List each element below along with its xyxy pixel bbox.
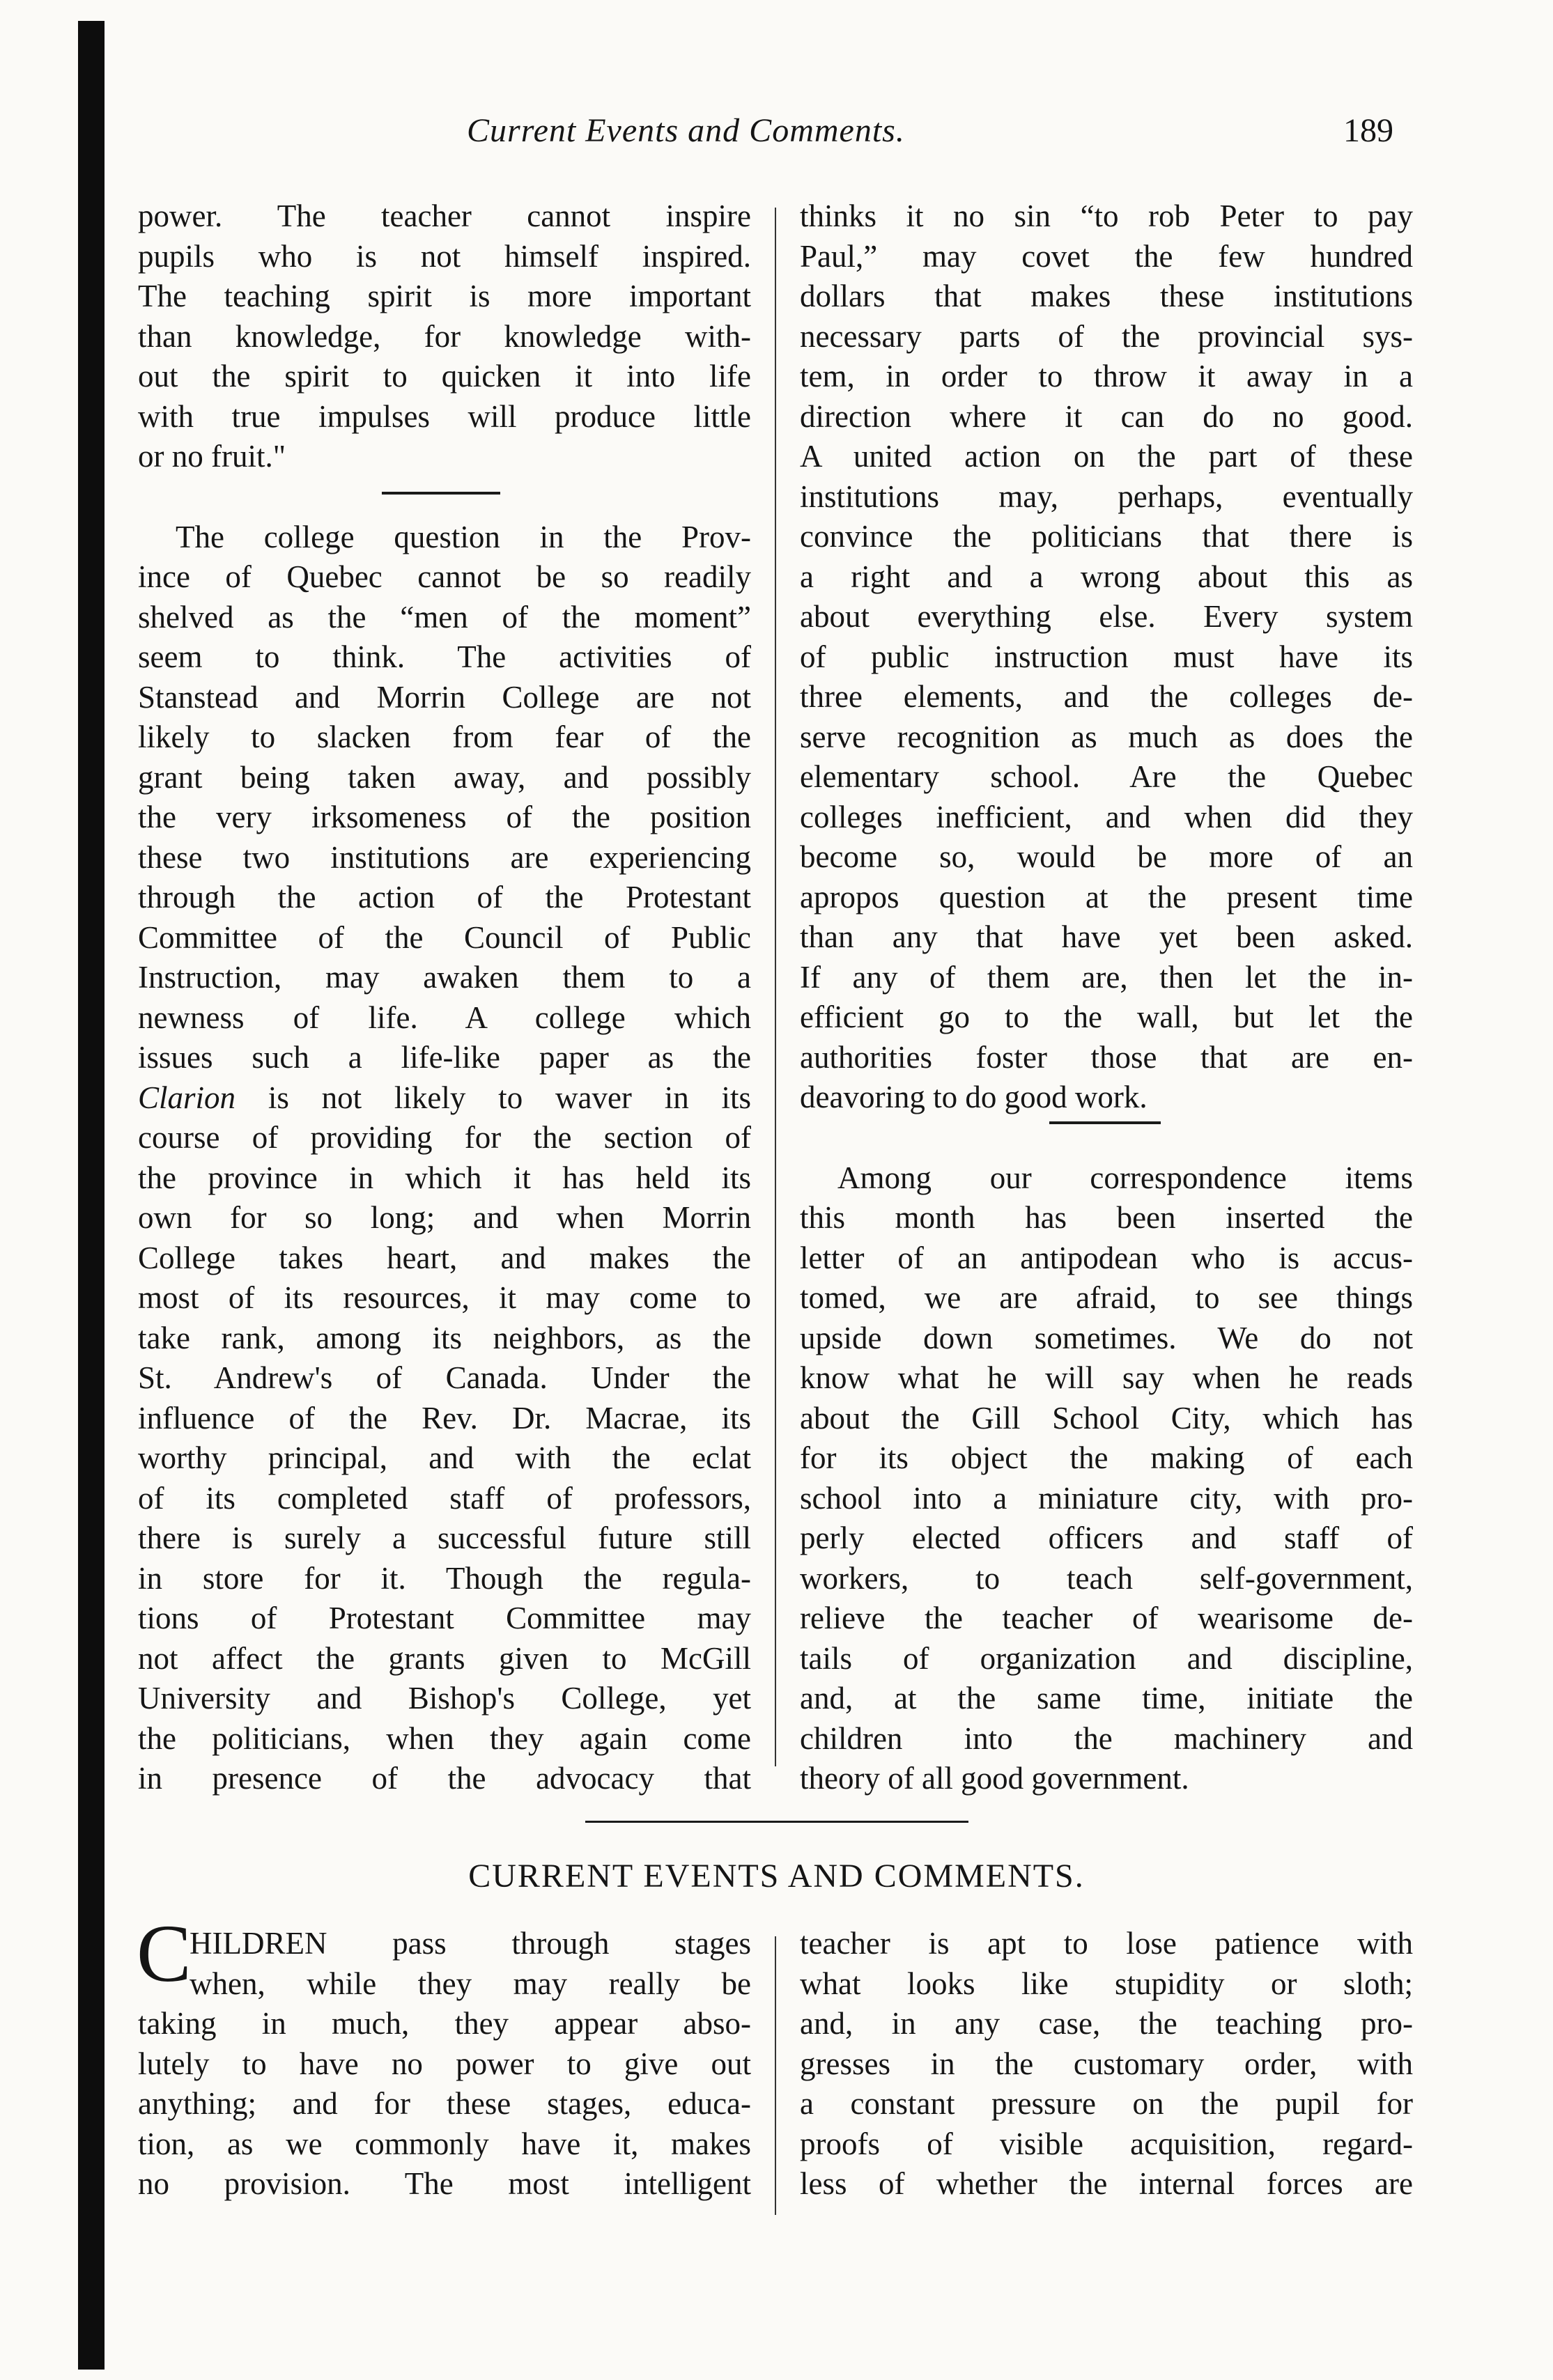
text-line: and, at the same time, initiate the xyxy=(800,1681,1413,1716)
drop-cap: C xyxy=(137,1908,192,1999)
text-line: no provision. The most intelligent xyxy=(138,2166,751,2201)
text-line: A united action on the part of these xyxy=(800,439,1413,474)
running-title: Current Events and Comments. xyxy=(467,112,905,149)
text-line: lutely to have no power to give out xyxy=(138,2046,751,2081)
text-line: not affect the grants given to McGill xyxy=(138,1640,751,1676)
text-line: less of whether the internal forces are xyxy=(800,2166,1413,2201)
text-line: there is surely a successful future still xyxy=(138,1520,751,1555)
text-line: St. Andrew's of Canada. Under the xyxy=(138,1360,751,1395)
text-line: colleges inefficient, and when did they xyxy=(800,799,1413,834)
paragraph-separator-rule xyxy=(1049,1121,1161,1124)
text-line: three elements, and the colleges de- xyxy=(800,679,1413,714)
text-line: out the spirit to quicken it into life xyxy=(138,359,751,394)
upper-right-column xyxy=(800,196,1413,1799)
text-line: dollars that makes these institutions xyxy=(800,279,1413,313)
text-line: anything; and for these stages, educa- xyxy=(138,2086,751,2121)
text-line: serve recognition as much as does the xyxy=(800,719,1413,754)
text-line: letter of an antipodean who is accus- xyxy=(800,1240,1413,1275)
paragraph xyxy=(800,1158,1413,1799)
text-line: the very irksomeness of the position xyxy=(138,800,751,834)
lower-left-column xyxy=(138,1924,751,2204)
text-line: HILDREN pass through stages xyxy=(190,1926,751,1961)
text-line: know what he will say when he reads xyxy=(800,1360,1413,1395)
text-line: taking in much, they appear abso- xyxy=(138,2006,751,2041)
text-line: of its completed staff of professors, xyxy=(138,1480,751,1516)
text-line: most of its resources, it may come to xyxy=(138,1280,751,1315)
text-line: necessary parts of the provincial sys- xyxy=(800,318,1413,354)
text-line: ince of Quebec cannot be so readily xyxy=(138,559,751,594)
text-line: grant being taken away, and possibly xyxy=(138,759,751,795)
text-line: Clarion is not likely to waver in its xyxy=(138,1080,751,1115)
paragraph xyxy=(800,196,1413,1118)
text-line: Stanstead and Morrin College are not xyxy=(138,679,751,715)
column-divider xyxy=(775,208,776,1766)
text-line: and, in any case, the teaching pro- xyxy=(800,2006,1413,2041)
paragraph xyxy=(138,196,751,477)
text-line: power. The teacher cannot inspire xyxy=(138,199,751,233)
text-line: issues such a life-like paper as the xyxy=(138,1040,751,1075)
text-line: of public instruction must have its xyxy=(800,639,1413,674)
text-line: than any that have yet been asked. xyxy=(800,919,1413,954)
text-line: apropos question at the present time xyxy=(800,879,1413,915)
section-rule xyxy=(585,1821,968,1823)
text-line: the politicians, when they again come xyxy=(138,1720,751,1756)
text-line: efficient go to the wall, but let the xyxy=(800,1000,1413,1034)
text-line: with true impulses will produce little xyxy=(138,398,751,434)
text-line: newness of life. A college which xyxy=(138,1000,751,1035)
text-line: what looks like stupidity or sloth; xyxy=(800,1966,1413,2001)
text-line: tions of Protestant Committee may xyxy=(138,1601,751,1635)
text-line: in store for it. Though the regula- xyxy=(138,1560,751,1596)
text-line: The teaching spirit is more important xyxy=(138,279,751,313)
paragraph xyxy=(138,518,751,1799)
text-line: institutions may, perhaps, eventually xyxy=(800,479,1413,514)
page-number: 189 xyxy=(1343,112,1393,149)
text-line: when, while they may really be xyxy=(190,1966,751,2001)
text-line: authorities foster those that are en- xyxy=(800,1039,1413,1075)
text-line: or no fruit." xyxy=(138,439,286,474)
text-line: thinks it no sin “to rob Peter to pay xyxy=(800,199,1413,233)
text-line: theory of all good government. xyxy=(800,1761,1189,1796)
text-line: worthy principal, and with the eclat xyxy=(138,1440,751,1475)
text-line: likely to slacken from fear of the xyxy=(138,720,751,754)
text-line: than knowledge, for knowledge with- xyxy=(138,318,751,354)
text-line: proofs of visible acquisition, regard- xyxy=(800,2126,1413,2161)
text-line: convince the politicians that there is xyxy=(800,519,1413,554)
text-line: deavoring to do good work. xyxy=(800,1080,1148,1114)
text-line: teacher is apt to lose patience with xyxy=(800,1926,1413,1961)
text-line: Paul,” may covet the few hundred xyxy=(800,238,1413,274)
text-line: about everything else. Every system xyxy=(800,599,1413,634)
text-line: gresses in the customary order, with xyxy=(800,2046,1413,2081)
upper-left-column xyxy=(138,196,751,1799)
text-line: tion, as we commonly have it, makes xyxy=(138,2126,751,2161)
text-line: this month has been inserted the xyxy=(800,1200,1413,1235)
text-line: workers, to teach self-government, xyxy=(800,1560,1413,1596)
text-line: the province in which it has held its xyxy=(138,1160,751,1195)
text-line: direction where it can do no good. xyxy=(800,398,1413,434)
text-line: relieve the teacher of wearisome de- xyxy=(800,1601,1413,1635)
text-line: through the action of the Protestant xyxy=(138,880,751,915)
text-line: these two institutions are experiencing xyxy=(138,839,751,875)
text-line: pupils who is not himself inspired. xyxy=(138,238,751,274)
journal-title: Clarion xyxy=(138,1080,236,1115)
text-line: If any of them are, then let the in- xyxy=(800,959,1413,995)
text-line: children into the machinery and xyxy=(800,1720,1413,1756)
text-line: in presence of the advocacy that xyxy=(138,1761,751,1796)
text-line: a right and a wrong about this as xyxy=(800,559,1413,594)
text-line: own for so long; and when Morrin xyxy=(138,1200,751,1235)
section-heading: CURRENT EVENTS AND COMMENTS. xyxy=(468,1858,1085,1895)
text-line: become so, would be more of an xyxy=(800,839,1413,874)
text-line: The college question in the Prov- xyxy=(176,519,751,554)
lower-right-column xyxy=(800,1924,1413,2204)
text-line: Among our correspondence items xyxy=(837,1160,1413,1195)
text-line: course of providing for the section of xyxy=(138,1120,751,1155)
text-line: take rank, among its neighbors, as the xyxy=(138,1320,751,1355)
text-line: tomed, we are afraid, to see things xyxy=(800,1280,1413,1315)
text-line: perly elected officers and staff of xyxy=(800,1520,1413,1555)
column-divider xyxy=(775,1936,776,2215)
text-line: upside down sometimes. We do not xyxy=(800,1320,1413,1355)
binding-shadow xyxy=(78,21,105,2370)
text-line: school into a miniature city, with pro- xyxy=(800,1480,1413,1516)
paragraph-separator-rule xyxy=(382,492,500,495)
text-line: Instruction, may awaken them to a xyxy=(138,960,751,995)
text-line: College takes heart, and makes the xyxy=(138,1240,751,1275)
text-line: Committee of the Council of Public xyxy=(138,919,751,955)
text-line: University and Bishop's College, yet xyxy=(138,1681,751,1716)
text-line: influence of the Rev. Dr. Macrae, its xyxy=(138,1400,751,1436)
text-line: for its object the making of each xyxy=(800,1440,1413,1475)
text-line: a constant pressure on the pupil for xyxy=(800,2086,1413,2121)
text-line: tem, in order to throw it away in a xyxy=(800,359,1413,394)
text-line: shelved as the “men of the moment” xyxy=(138,599,751,635)
text-line: tails of organization and discipline, xyxy=(800,1640,1413,1676)
text-line: about the Gill School City, which has xyxy=(800,1400,1413,1436)
text-line: seem to think. The activities of xyxy=(138,639,751,674)
text-line: elementary school. Are the Quebec xyxy=(800,759,1413,794)
